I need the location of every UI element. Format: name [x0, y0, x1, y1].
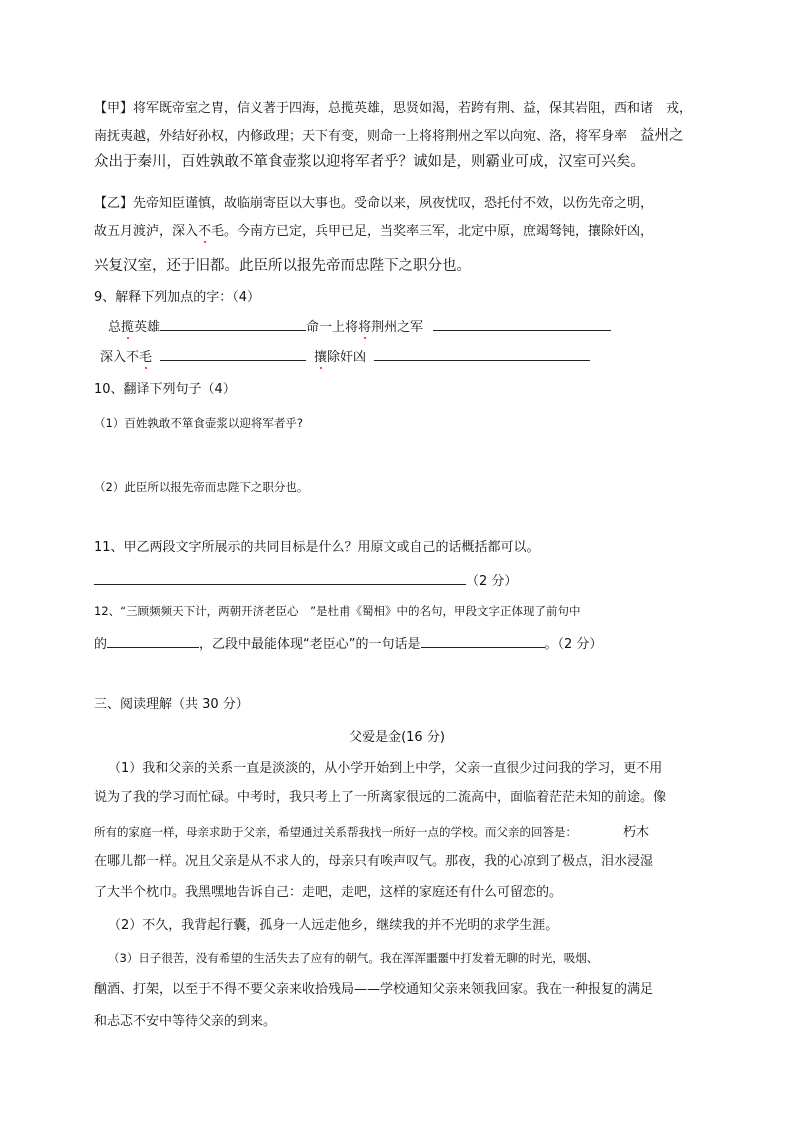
article-p3-line-3: 和忐忑不安中等待父亲的到来。 — [94, 1014, 277, 1029]
q12-answer-1-blank[interactable] — [107, 635, 199, 648]
section-3-heading: 三、阅读理解（共 30 分） — [94, 697, 249, 712]
article-p2: （2）不久，我背起行囊，孤身一人远走他乡，继续我的并不光明的求学生涯。 — [108, 918, 559, 933]
q12-answer-2-blank[interactable] — [421, 635, 545, 648]
q9-row-1: 总揽英雄 命一上将将荆州之军 — [108, 318, 611, 336]
passage-yi-line-2: 故五月渡泸，深入不毛。今南方已定，兵甲已足，当奖率三军，北定中原，庶竭驽钝，攘除奸凶， — [94, 224, 654, 239]
q11-answer-blank[interactable] — [94, 572, 466, 585]
q12-line-1: 12、“三顾频频天下计，两朝开济老臣心 ”是杜甫《蜀相》中的名句，甲段文字正体现了前句中 — [94, 604, 581, 618]
passage-jia-line-2: 南抚夷越，外结好孙权，内修政理；天下有变，则命一上将将荆州之军以向宛、洛，将军身率 益州之 — [94, 128, 684, 144]
article-p1-line-2: 说为了我的学习而忙碌。中考时，我只考上了一所离家很远的二流高中，面临着茫茫未知的前途。像 — [94, 790, 667, 805]
q9-answer-4-blank[interactable] — [374, 348, 590, 361]
q12-line-2: 的 ，乙段中最能体现“老臣心”的一句话是 。（2 分） — [94, 637, 603, 652]
passage-jia-line-1: 【甲】将军既帝室之胄，信义著于四海，总揽英雄，思贤如渴，若跨有荆、益，保其岩阻，西和诸 戎， — [94, 101, 693, 116]
article-p3-line-1: （3）日子很苦，没有希望的生活失去了应有的朝气。我在浑浑噩噩中打发着无聊的时光，吸烟、 — [108, 951, 599, 965]
article-p3-line-2: 酗酒、打架，以至于不得不要父亲来收拾残局——学校通知父亲来领我回家。我在一种报复的满足 — [94, 982, 654, 997]
q9-answer-1-blank[interactable] — [160, 318, 306, 331]
q11-title: 11、甲乙两段文字所展示的共同目标是什么？用原文或自己的话概括都可以。 — [94, 540, 540, 555]
article-p1-line-1: （1）我和父亲的关系一直是淡淡的，从小学开始到上中学，父亲一直很少过问我的学习，更不用 — [108, 761, 663, 776]
q9-row-2: 深入不毛 攘除奸凶 — [100, 348, 590, 366]
passage-jia-line-3: 众出于秦川，百姓孰敢不箪食壶浆以迎将军者乎？诚如是，则霸业可成，汉室可兴矣。 — [94, 154, 645, 170]
q10-sentence-2: （2）此臣所以报先帝而忠陛下之职分也。 — [94, 480, 309, 494]
q9-answer-2-blank[interactable] — [433, 318, 611, 331]
passage-yi-line-1: 【乙】先帝知臣谨慎，故临崩寄臣以大事也。受命以来，夙夜忧叹，恐托付不效，以伤先帝之明， — [94, 196, 654, 211]
article-p1-line-5: 了大半个枕巾。我黑嘿地告诉自己：走吧，走吧，这样的家庭还有什么可留恋的。 — [94, 885, 563, 900]
article-title: 父爱是金(16 分) — [349, 730, 445, 745]
article-p1-line-3: 所有的家庭一样，母亲求助于父亲，希望通过关系帮我找一所好一点的学校。而父亲的回答是： 朽木 — [94, 825, 650, 840]
q11-answer-row: （2 分） — [94, 572, 517, 590]
q9-answer-3-blank[interactable] — [160, 348, 306, 361]
q9-title: 9、解释下列加点的字：（4） — [94, 290, 261, 305]
article-p1-line-4: 在哪儿都一样。况且父亲是从不求人的，母亲只有唉声叹气。那夜，我的心凉到了极点，泪水浸湿 — [94, 854, 654, 869]
q10-title: 10、翻译下列句子（4） — [94, 382, 236, 397]
passage-yi-line-3: 兴复汉室，还于旧都。此臣所以报先帝而忠陛下之职分也。 — [94, 258, 471, 274]
q10-sentence-1: （1）百姓孰敢不箪食壶浆以迎将军者乎? — [94, 416, 303, 430]
